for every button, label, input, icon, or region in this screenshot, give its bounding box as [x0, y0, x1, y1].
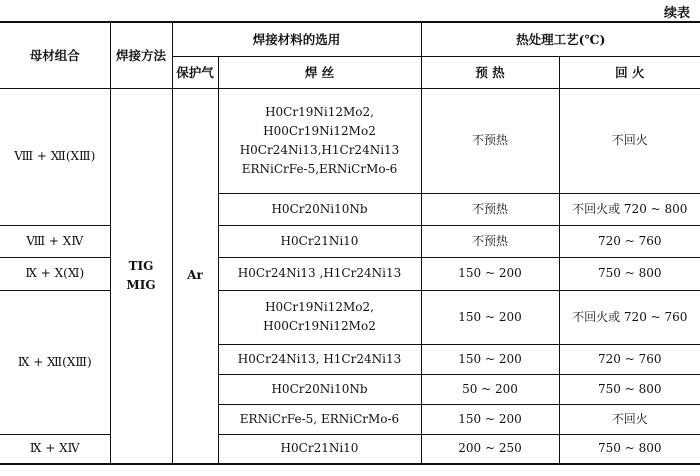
wire-cell: H0Cr21Ni10	[218, 434, 421, 464]
base-metal-cell: Ⅷ + Ⅻ(ⅩⅢ)	[0, 88, 110, 225]
header-row-1	[0, 22, 700, 56]
method-cell	[110, 88, 172, 464]
preheat-cell: 150 ~ 200	[421, 344, 559, 374]
wire-cell: H0Cr20Ni10Nb	[218, 193, 421, 225]
temper-cell: 720 ~ 760	[559, 225, 700, 257]
header-consumables: 焊接材料的选用	[172, 22, 421, 56]
wire-line: ERNiCrFe-5,ERNiCrMo-6	[241, 161, 398, 176]
base-metal-cell: Ⅸ + Ⅻ(ⅩⅢ)	[0, 290, 110, 434]
header-wire: 焊 丝	[218, 56, 421, 88]
preheat-cell: 不预热	[421, 88, 559, 193]
preheat-cell: 150 ~ 200	[421, 404, 559, 434]
header-base-metal: 母材组合	[0, 22, 110, 88]
header-method: 焊接方法	[110, 22, 172, 88]
table-row	[0, 434, 700, 464]
table-row	[0, 88, 700, 193]
wire-cell: H0Cr21Ni10	[218, 225, 421, 257]
wire-cell	[218, 88, 421, 193]
method-line: TIG	[128, 258, 154, 273]
table-caption: 续表	[663, 6, 690, 21]
wire-line: H0Cr19Ni12Mo2,	[265, 300, 374, 314]
gas-cell: Ar	[172, 88, 218, 464]
wire-line: H0Cr24Ni13,H1Cr24Ni13	[239, 142, 400, 157]
table-row	[0, 257, 700, 290]
preheat-cell: 不预热	[421, 193, 559, 225]
base-metal-cell: Ⅷ + ⅩⅣ	[0, 225, 110, 257]
table-row	[0, 225, 700, 257]
preheat-cell: 50 ~ 200	[421, 374, 559, 404]
temper-cell: 720 ~ 760	[559, 344, 700, 374]
preheat-cell: 不预热	[421, 225, 559, 257]
wire-cell: H0Cr24Ni13 ,H1Cr24Ni13	[218, 257, 421, 290]
base-metal-cell: Ⅸ + ⅩⅣ	[0, 434, 110, 464]
wire-cell	[218, 290, 421, 344]
temper-cell: 不回火或 720 ~ 760	[559, 290, 700, 344]
preheat-cell: 150 ~ 200	[421, 257, 559, 290]
header-preheat: 预 热	[421, 56, 559, 88]
temper-cell: 750 ~ 800	[559, 434, 700, 464]
preheat-cell: 200 ~ 250	[421, 434, 559, 464]
header-gas: 保护气	[172, 56, 218, 88]
wire-line: H00Cr19Ni12Mo2	[263, 319, 376, 333]
temper-cell: 750 ~ 800	[559, 374, 700, 404]
table-row	[0, 290, 700, 344]
header-heat-treatment: 热处理工艺(℃)	[421, 22, 700, 56]
temper-cell: 不回火	[559, 404, 700, 434]
welding-table	[0, 21, 700, 465]
wire-cell: ERNiCrFe-5, ERNiCrMo-6	[218, 404, 421, 434]
temper-cell: 不回火或 720 ~ 800	[559, 193, 700, 225]
temper-cell: 不回火	[559, 88, 700, 193]
wire-line: H0Cr19Ni12Mo2,	[265, 104, 374, 119]
preheat-cell: 150 ~ 200	[421, 290, 559, 344]
header-temper: 回 火	[559, 56, 700, 88]
temper-cell: 750 ~ 800	[559, 257, 700, 290]
wire-cell: H0Cr20Ni10Nb	[218, 374, 421, 404]
wire-cell: H0Cr24Ni13, H1Cr24Ni13	[218, 344, 421, 374]
method-line: MIG	[126, 277, 156, 292]
wire-line: H00Cr19Ni12Mo2	[263, 123, 376, 138]
base-metal-cell: Ⅸ + Ⅹ(Ⅺ)	[0, 257, 110, 290]
